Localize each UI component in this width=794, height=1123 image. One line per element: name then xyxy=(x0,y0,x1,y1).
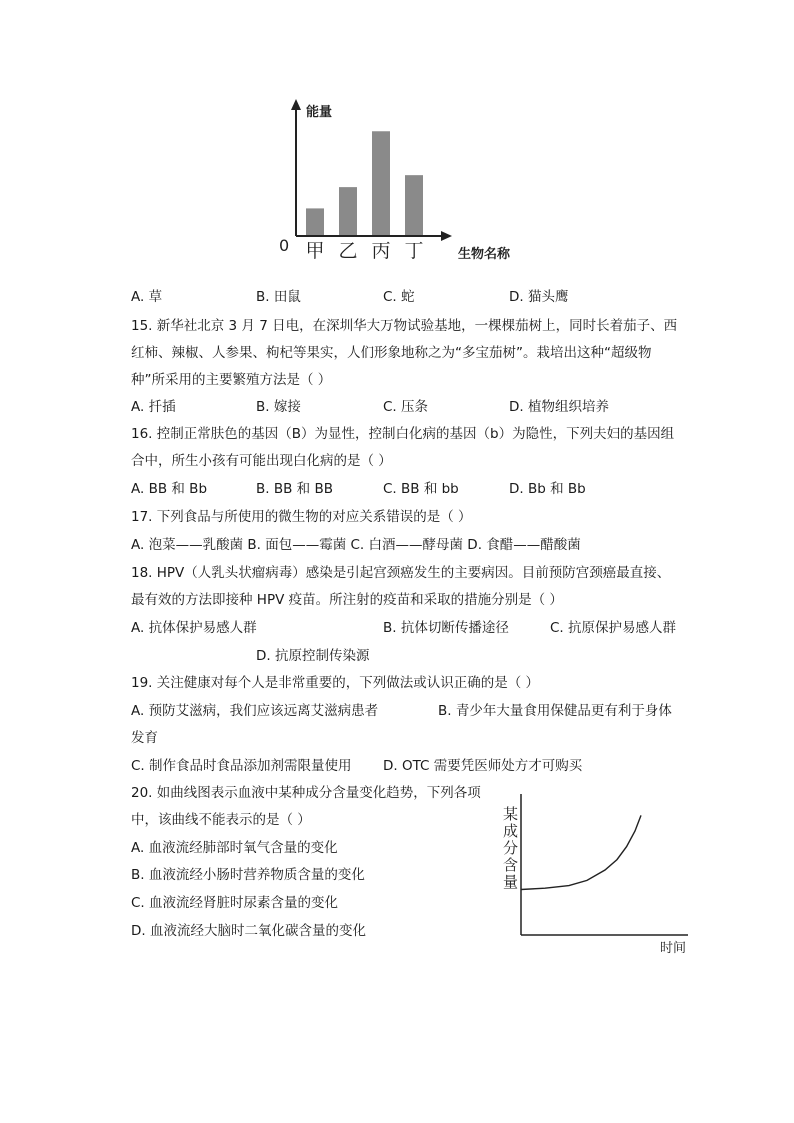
q15-option-a[interactable]: A. 扦插 xyxy=(131,399,176,415)
q18-option-d[interactable]: D. 抗原控制传染源 xyxy=(256,648,370,664)
q14-option-d[interactable]: D. 猫头鹰 xyxy=(509,289,569,305)
content-curve-chart xyxy=(500,790,700,970)
q15-stem-line2: 红柿、辣椒、人参果、枸杞等果实，人们形象地称之为“多宝茄树”。栽培出这种“超级物 xyxy=(131,345,652,361)
q16-option-c[interactable]: C. BB 和 bb xyxy=(383,481,459,497)
q18-option-b[interactable]: B. 抗体切断传播途径 xyxy=(383,620,509,636)
q15-option-d[interactable]: D. 植物组织培养 xyxy=(509,399,609,415)
y-label-char-0: 某 xyxy=(503,805,519,823)
y-axis-label: 能量 xyxy=(306,105,333,120)
category-label-0: 甲 xyxy=(305,240,325,262)
bar-2 xyxy=(372,131,390,235)
q20-stem-line1: 20. 如曲线图表示血液中某种成分含量变化趋势，下列各项 xyxy=(131,785,481,801)
q20-option-b[interactable]: B. 血液流经小肠时营养物质含量的变化 xyxy=(131,867,365,883)
q16-stem-line1: 16. 控制正常肤色的基因（B）为显性，控制白化病的基因（b）为隐性，下列夫妇的基因组 xyxy=(131,426,675,442)
energy-bar-chart xyxy=(0,0,794,290)
q15-stem-line3: 种”所采用的主要繁殖方法是（ ） xyxy=(131,372,332,388)
q19-option-a[interactable]: A. 预防艾滋病，我们应该远离艾滋病患者 xyxy=(131,703,379,719)
y-label-char-1: 成 xyxy=(503,822,519,840)
q19-option-b[interactable]: B. 青少年大量食用保健品更有利于身体 xyxy=(438,703,672,719)
origin-label: 0 xyxy=(279,236,290,255)
x-axis-label: 时间 xyxy=(660,941,687,956)
q20-option-d[interactable]: D. 血液流经大脑时二氧化碳含量的变化 xyxy=(131,923,366,939)
q18-stem-line2: 最有效的方法即接种 HPV 疫苗。所注射的疫苗和采取的措施分别是（ ） xyxy=(131,592,563,608)
y-label-char-2: 分 xyxy=(503,839,519,857)
x-axis-arrow xyxy=(441,231,452,241)
q16-option-d[interactable]: D. Bb 和 Bb xyxy=(509,481,586,497)
category-label-3: 丁 xyxy=(404,240,424,262)
q14-option-c[interactable]: C. 蛇 xyxy=(383,289,415,305)
q19-option-d[interactable]: D. OTC 需要凭医师处方才可购买 xyxy=(383,758,583,774)
category-label-2: 丙 xyxy=(371,240,391,262)
q17-stem-line1: 17. 下列食品与所使用的微生物的对应关系错误的是（ ） xyxy=(131,509,472,525)
q15-stem-line1: 15. 新华社北京 3 月 7 日电，在深圳华大万物试验基地，一棵棵茄树上，同时长着茄子、西 xyxy=(131,318,678,334)
q14-option-b[interactable]: B. 田鼠 xyxy=(256,289,301,305)
q19-option-b-cont: 发育 xyxy=(131,730,158,746)
bar-1 xyxy=(339,187,357,235)
q19-option-c[interactable]: C. 制作食品时食品添加剂需限量使用 xyxy=(131,758,352,774)
q15-option-c[interactable]: C. 压条 xyxy=(383,399,429,415)
q19-stem-line1: 19. 关注健康对每个人是非常重要的，下列做法或认识正确的是（ ） xyxy=(131,675,540,691)
q16-stem-line2: 合中，所生小孩有可能出现白化病的是（ ） xyxy=(131,453,392,469)
q16-option-b[interactable]: B. BB 和 BB xyxy=(256,481,333,497)
q18-stem-line1: 18. HPV（人乳头状瘤病毒）感染是引起宫颈癌发生的主要病因。目前预防宫颈癌最直接、 xyxy=(131,565,671,581)
trend-curve xyxy=(521,815,641,889)
x-axis-label: 生物名称 xyxy=(458,247,511,262)
y-label-char-3: 含 xyxy=(503,856,519,874)
q18-option-c[interactable]: C. 抗原保护易感人群 xyxy=(550,620,677,636)
y-label-char-4: 量 xyxy=(503,873,519,891)
q17-options[interactable]: A. 泡菜——乳酸菌 B. 面包——霉菌 C. 白酒——酵母菌 D. 食醋——醋酸菌 xyxy=(131,537,581,553)
category-label-1: 乙 xyxy=(338,240,358,262)
q20-option-c[interactable]: C. 血液流经肾脏时尿素含量的变化 xyxy=(131,895,339,911)
y-axis-arrow xyxy=(291,99,301,110)
bar-0 xyxy=(306,208,324,235)
q18-option-a[interactable]: A. 抗体保护易感人群 xyxy=(131,620,257,636)
q16-option-a[interactable]: A. BB 和 Bb xyxy=(131,481,208,497)
q14-option-a[interactable]: A. 草 xyxy=(131,289,163,305)
q20-stem-line2: 中，该曲线不能表示的是（ ） xyxy=(131,812,311,828)
q20-option-a[interactable]: A. 血液流经肺部时氧气含量的变化 xyxy=(131,840,338,856)
bar-3 xyxy=(405,175,423,235)
q15-option-b[interactable]: B. 嫁接 xyxy=(256,399,301,415)
